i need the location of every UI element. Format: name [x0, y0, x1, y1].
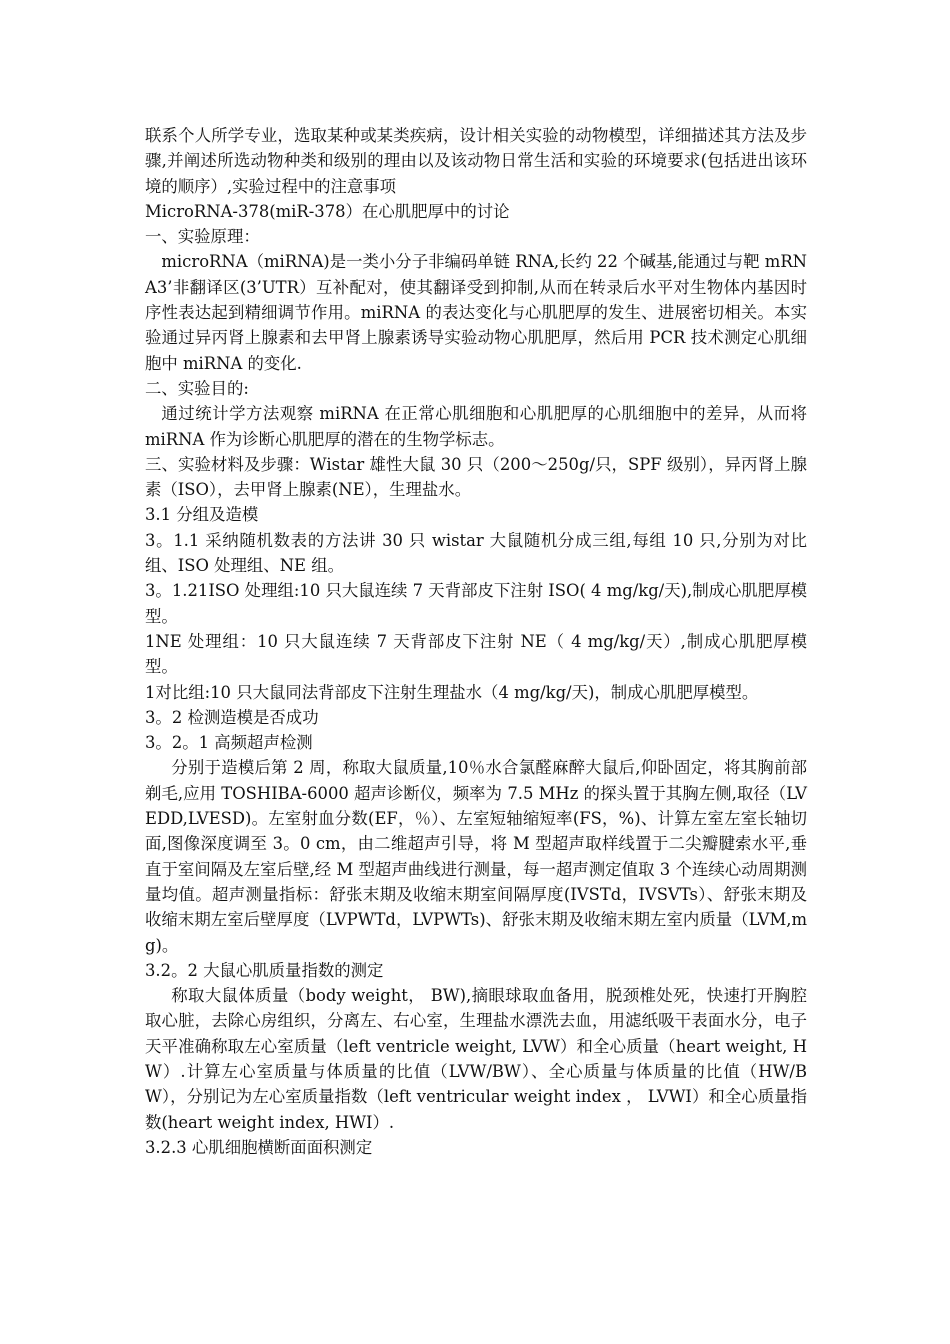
step-iso-group: 3。1.21ISO 处理组:10 只大鼠连续 7 天背部皮下注射 ISO( 4 mg/kg/天),制成心肌肥厚模型。	[145, 581, 807, 626]
subheading-ultrasound: 3。2。1 高频超声检测	[145, 733, 313, 753]
document-page	[145, 123, 807, 1160]
principle-paragraph: microRNA（miRNA)是一类小分子非编码单链 RNA,长约 22 个碱基,能通过与靶 mRNA3’非翻译区(3’UTR）互补配对，使其翻译受到抑制,从而在转录后水平对生物体内基因时序性表达起到精细调节作用。miRNA 的表达变化与心肌肥厚的发生、进展密切相关。本实验通过异丙肾上腺素和去甲肾上腺素诱导实验动物心肌肥厚，然后用 PCR 技术测定心肌细胞中 miRNA 的变化.	[145, 252, 807, 373]
section-heading-principle: 一、实验原理：	[145, 227, 260, 247]
step-ne-group: 1NE 处理组：10 只大鼠连续 7 天背部皮下注射 NE（ 4 mg/kg/天）,制成心肌肥厚模型。	[145, 631, 807, 677]
ultrasound-paragraph: 分别于造模后第 2 周，称取大鼠质量,10％水合氯醛麻醉大鼠后,仰卧固定，将其胸前部剃毛,应用 TOSHIBA-6000 超声诊断仪，频率为 7.5 MHz 的探头置于其胸左侧,取径（LVEDD,LVESD)。左室射血分数(EF，％）、左室短轴缩短率(FS，%)、计算左室左室长轴切面,图像深度调至 3。0 cm，由二维超声引导，将 M 型超声取样线置于二尖瓣腱索水平,垂直于室间隔及左室后壁,经 M 型超声曲线进行测量，每一超声测定值取 3 个连续心动周期测量均值。超声测量指标：舒张末期及收缩末期室间隔厚度(IVSTd，IVSVTs）、舒张末期及收缩末期左室后壁厚度（LVPWTd，LVPWTs)、舒张末期及收缩末期左室内质量（LVM,mg)。	[145, 758, 807, 955]
assignment-prompt: 联系个人所学专业，选取某种或某类疾病，设计相关实验的动物模型，详细描述其方法及步骤,并阐述所选动物种类和级别的理由以及该动物日常生活和实验的环境要求(包括进出该环境的顺序）,实验过程中的注意事项	[145, 126, 807, 196]
subheading-grouping: 3.1 分组及造模	[145, 505, 259, 525]
subheading-cross-section: 3.2.3 心肌细胞横断面面积测定	[145, 1137, 373, 1157]
subheading-mass-index: 3.2。2 大鼠心肌质量指数的测定	[145, 960, 384, 980]
document-title: MicroRNA-378(miR-378）在心肌肥厚中的讨论	[145, 201, 510, 221]
section-heading-materials: 三、实验材料及步骤：Wistar 雄性大鼠 30 只（200～250g/只，SPF 级别），异丙肾上腺素（ISO），去甲肾上腺素(NE），生理盐水。	[145, 454, 807, 500]
step-random-grouping: 3。1.1 采纳随机数表的方法讲 30 只 wistar 大鼠随机分成三组,每组 10 只,分别为对比组、ISO 处理组、NE 组。	[145, 530, 807, 576]
step-control-group: 1对比组:10 只大鼠同法背部皮下注射生理盐水（4 mg/kg/天)，制成心肌肥厚模型。	[145, 682, 759, 702]
purpose-paragraph: 通过统计学方法观察 miRNA 在正常心肌细胞和心肌肥厚的心肌细胞中的差异，从而将 miRNA 作为诊断心肌肥厚的潜在的生物学标志。	[145, 404, 807, 449]
section-heading-purpose: 二、实验目的:	[145, 378, 249, 398]
mass-index-paragraph: 称取大鼠体质量（body weight， BW),摘眼球取血备用，脱颈椎处死，快速打开胸腔取心脏，去除心房组织，分离左、右心室，生理盐水漂洗去血，用滤纸吸干表面水分，电子天平准确称取左心室质量（left ventricle weight, LVW）和全心质量（heart weight, HW）.计算左心室质量与体质量的比值（LVW/BW）、全心质量与体质量的比值（HW/BW），分别记为左心室质量指数（left ventricular weight index ， LVWI）和全心质量指数(heart weight index, HWI）.	[145, 986, 807, 1132]
subheading-detection: 3。2 检测造模是否成功	[145, 707, 319, 727]
